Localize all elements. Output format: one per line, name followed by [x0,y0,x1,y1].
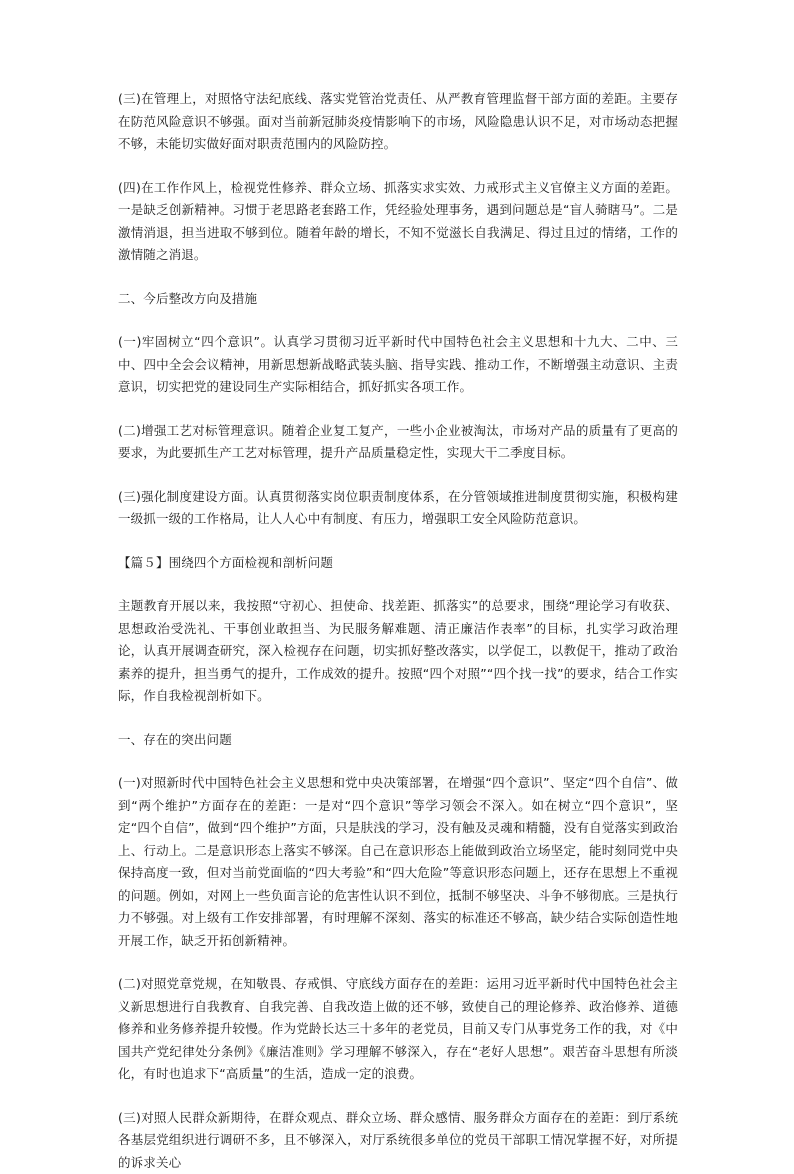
document-page [118,88,678,1108]
paragraph-party-rules-gap: (二)对照党章党规，在知敬畏、存戒惧、守底线方面存在的差距：运用习近平新时代中国特色社会主义新思想进行自我教育、自我完善、自我改造上做的还不够，致使自己的理论修养、政治修养、道德修养和业务修养提升较慢。作为党龄长达三十多年的老党员，目前又专门从事党务工作的我，对《中国共产党纪律处分条例》《廉洁准则》学习理解不够深入，存在“老好人思想”。艰苦奋斗思想有所淡化，有时也追求下“高质量”的生活，造成一定的浪费。 [118,973,678,1086]
section-heading-rectification: 二、今后整改方向及措施 [118,288,678,311]
paragraph-process-benchmark: (二)增强工艺对标管理意识。随着企业复工复产，一些小企业被淘汰，市场对产品的质量有了更高的要求，为此要抓生产工艺对标管理，提升产品质量稳定性，实现大干二季度目标。 [118,420,678,465]
paragraph-system-building: (三)强化制度建设方面。认真贯彻落实岗位职责制度体系，在分管领域推进制度贯彻实施，积极构建一级抓一级的工作格局，让人人心中有制度、有压力，增强职工安全风险防范意识。 [118,486,678,531]
paragraph-four-consciousness: (一)牢固树立“四个意识”。认真学习贯彻习近平新时代中国特色社会主义思想和十九大、二中、三中、四中全会会议精神，用新思想新战略武装头脑、指导实践、推动工作，不断增强主动意识、主责意识，切实把党的建设同生产实际相结合，抓好抓实各项工作。 [118,331,678,399]
paragraph-work-style-gap: (四)在工作作风上，检视党性修养、群众立场、抓落实求实效、力戒形式主义官僚主义方面的差距。一是缺乏创新精神。习惯于老思路老套路工作，凭经验处理事务，遇到问题总是“盲人骑瞎马”。二是激情消退，担当进取不够到位。随着年龄的增长，不知不觉滋长自我满足、得过且过的情绪，工作的激情随之消退。 [118,177,678,267]
article-title-part-5: 【篇５】围绕四个方面检视和剖析问题 [118,552,678,575]
paragraph-ideology-gap: (一)对照新时代中国特色社会主义思想和党中央决策部署，在增强“四个意识”、坚定“四个自信”、做到“两个维护”方面存在的差距：一是对“四个意识”等学习领会不深入。如在树立“四个意识”，坚定“四个自信”，做到“四个维护”方面，只是肤浅的学习，没有触及灵魂和精髓，没有自觉落实到政治上、行动上。二是意识形态上落实不够深。自己在意识形态上能做到政治立场坚定，能时刻同党中央保持高度一致，但对当前党面临的“四大考验”和“四大危险”等意识形态问题上，还存在思想上不重视的问题。例如，对网上一些负面言论的危害性认识不到位，抵制不够坚决、斗争不够彻底。三是执行力不够强。对上级有工作安排部署，有时理解不深刻、落实的标准还不够高，缺少结合实际创造性地开展工作，缺乏开拓创新精神。 [118,772,678,952]
paragraph-management-gap: (三)在管理上，对照恪守法纪底线、落实党管治党责任、从严教育管理监督干部方面的差距。主要存在防范风险意识不够强。面对当前新冠肺炎疫情影响下的市场，风险隐患认识不足，对市场动态把握不够，未能切实做好面对职责范围内的风险防控。 [118,88,678,156]
section-heading-prominent-problems: 一、存在的突出问题 [118,729,678,752]
paragraph-theme-education-intro: 主题教育开展以来，我按照“守初心、担使命、找差距、抓落实”的总要求，围绕“理论学习有收获、思想政治受洗礼、干事创业敢担当、为民服务解难题、清正廉洁作表率”的目标，扎实学习政治理论，认真开展调查研究，深入检视存在问题，切实抓好整改落实，以学促工，以教促干，推动了政治素养的提升，担当勇气的提升，工作成效的提升。按照“四个对照”“四个找一找”的要求，结合工作实际，作自我检视剖析如下。 [118,595,678,708]
paragraph-masses-gap: (三)对照人民群众新期待，在群众观点、群众立场、群众感情、服务群众方面存在的差距：到厅系统各基层党组织进行调研不多，且不够深入，对厅系统很多单位的党员干部职工情况掌握不好，对所提的诉求关心 [118,1107,678,1174]
